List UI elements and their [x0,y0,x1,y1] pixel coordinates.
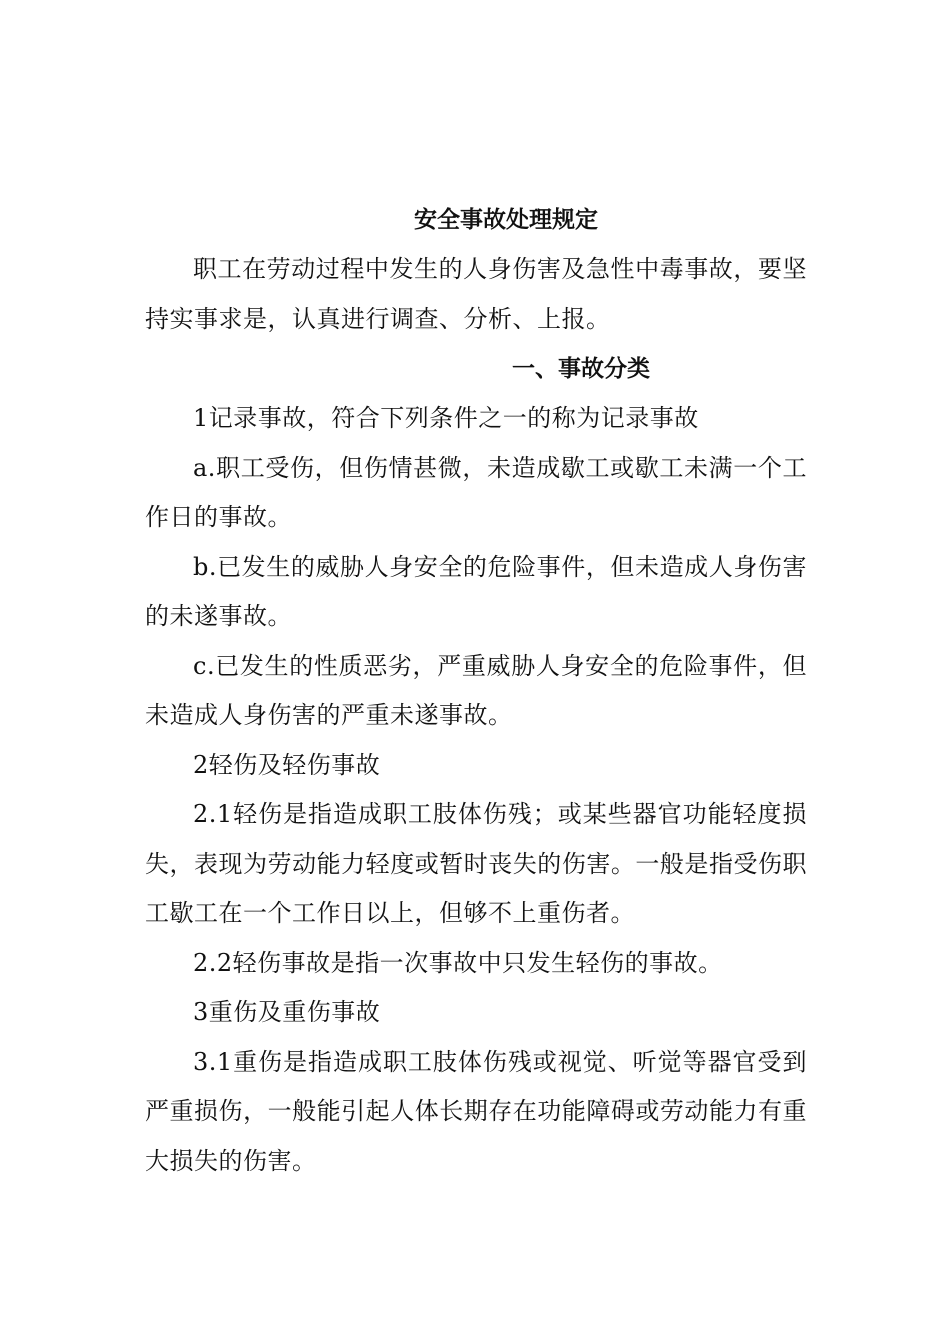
document-title: 安全事故处理规定 [414,207,598,233]
section-heading: 一、事故分类 [512,356,650,382]
paragraph: b.已发生的威胁人身安全的危险事件，但未造成人身伤害的未遂事故。 [145,552,807,630]
paragraph: a.职工受伤，但伤情甚微，未造成歇工或歇工未满一个工作日的事故。 [145,453,807,531]
paragraph: 2.2轻伤事故是指一次事故中只发生轻伤的事故。 [193,948,723,977]
paragraph: c.已发生的性质恶劣，严重威胁人身安全的危险事件，但未造成人身伤害的严重未遂事故。 [145,651,807,729]
paragraph: 3重伤及重伤事故 [193,998,381,1026]
paragraph: 2.1轻伤是指造成职工肢体伤残；或某些器官功能轻度损失，表现为劳动能力轻度或暂时丧失的伤害。一般是指受伤职工歇工在一个工作日以上，但够不上重伤者。 [145,800,807,927]
paragraph: 1记录事故，符合下列条件之一的称为记录事故 [193,404,699,432]
paragraph: 2轻伤及轻伤事故 [193,750,381,779]
paragraph: 3.1重伤是指造成职工肢体伤残或视觉、听觉等器官受到严重损伤，一般能引起人体长期存在功能障碍或劳动能力有重大损失的伤害。 [145,1047,807,1175]
intro-paragraph: 职工在劳动过程中发生的人身伤害及急性中毒事故，要坚持实事求是，认真进行调查、分析、上报。 [145,255,807,333]
document-body [145,195,807,1186]
